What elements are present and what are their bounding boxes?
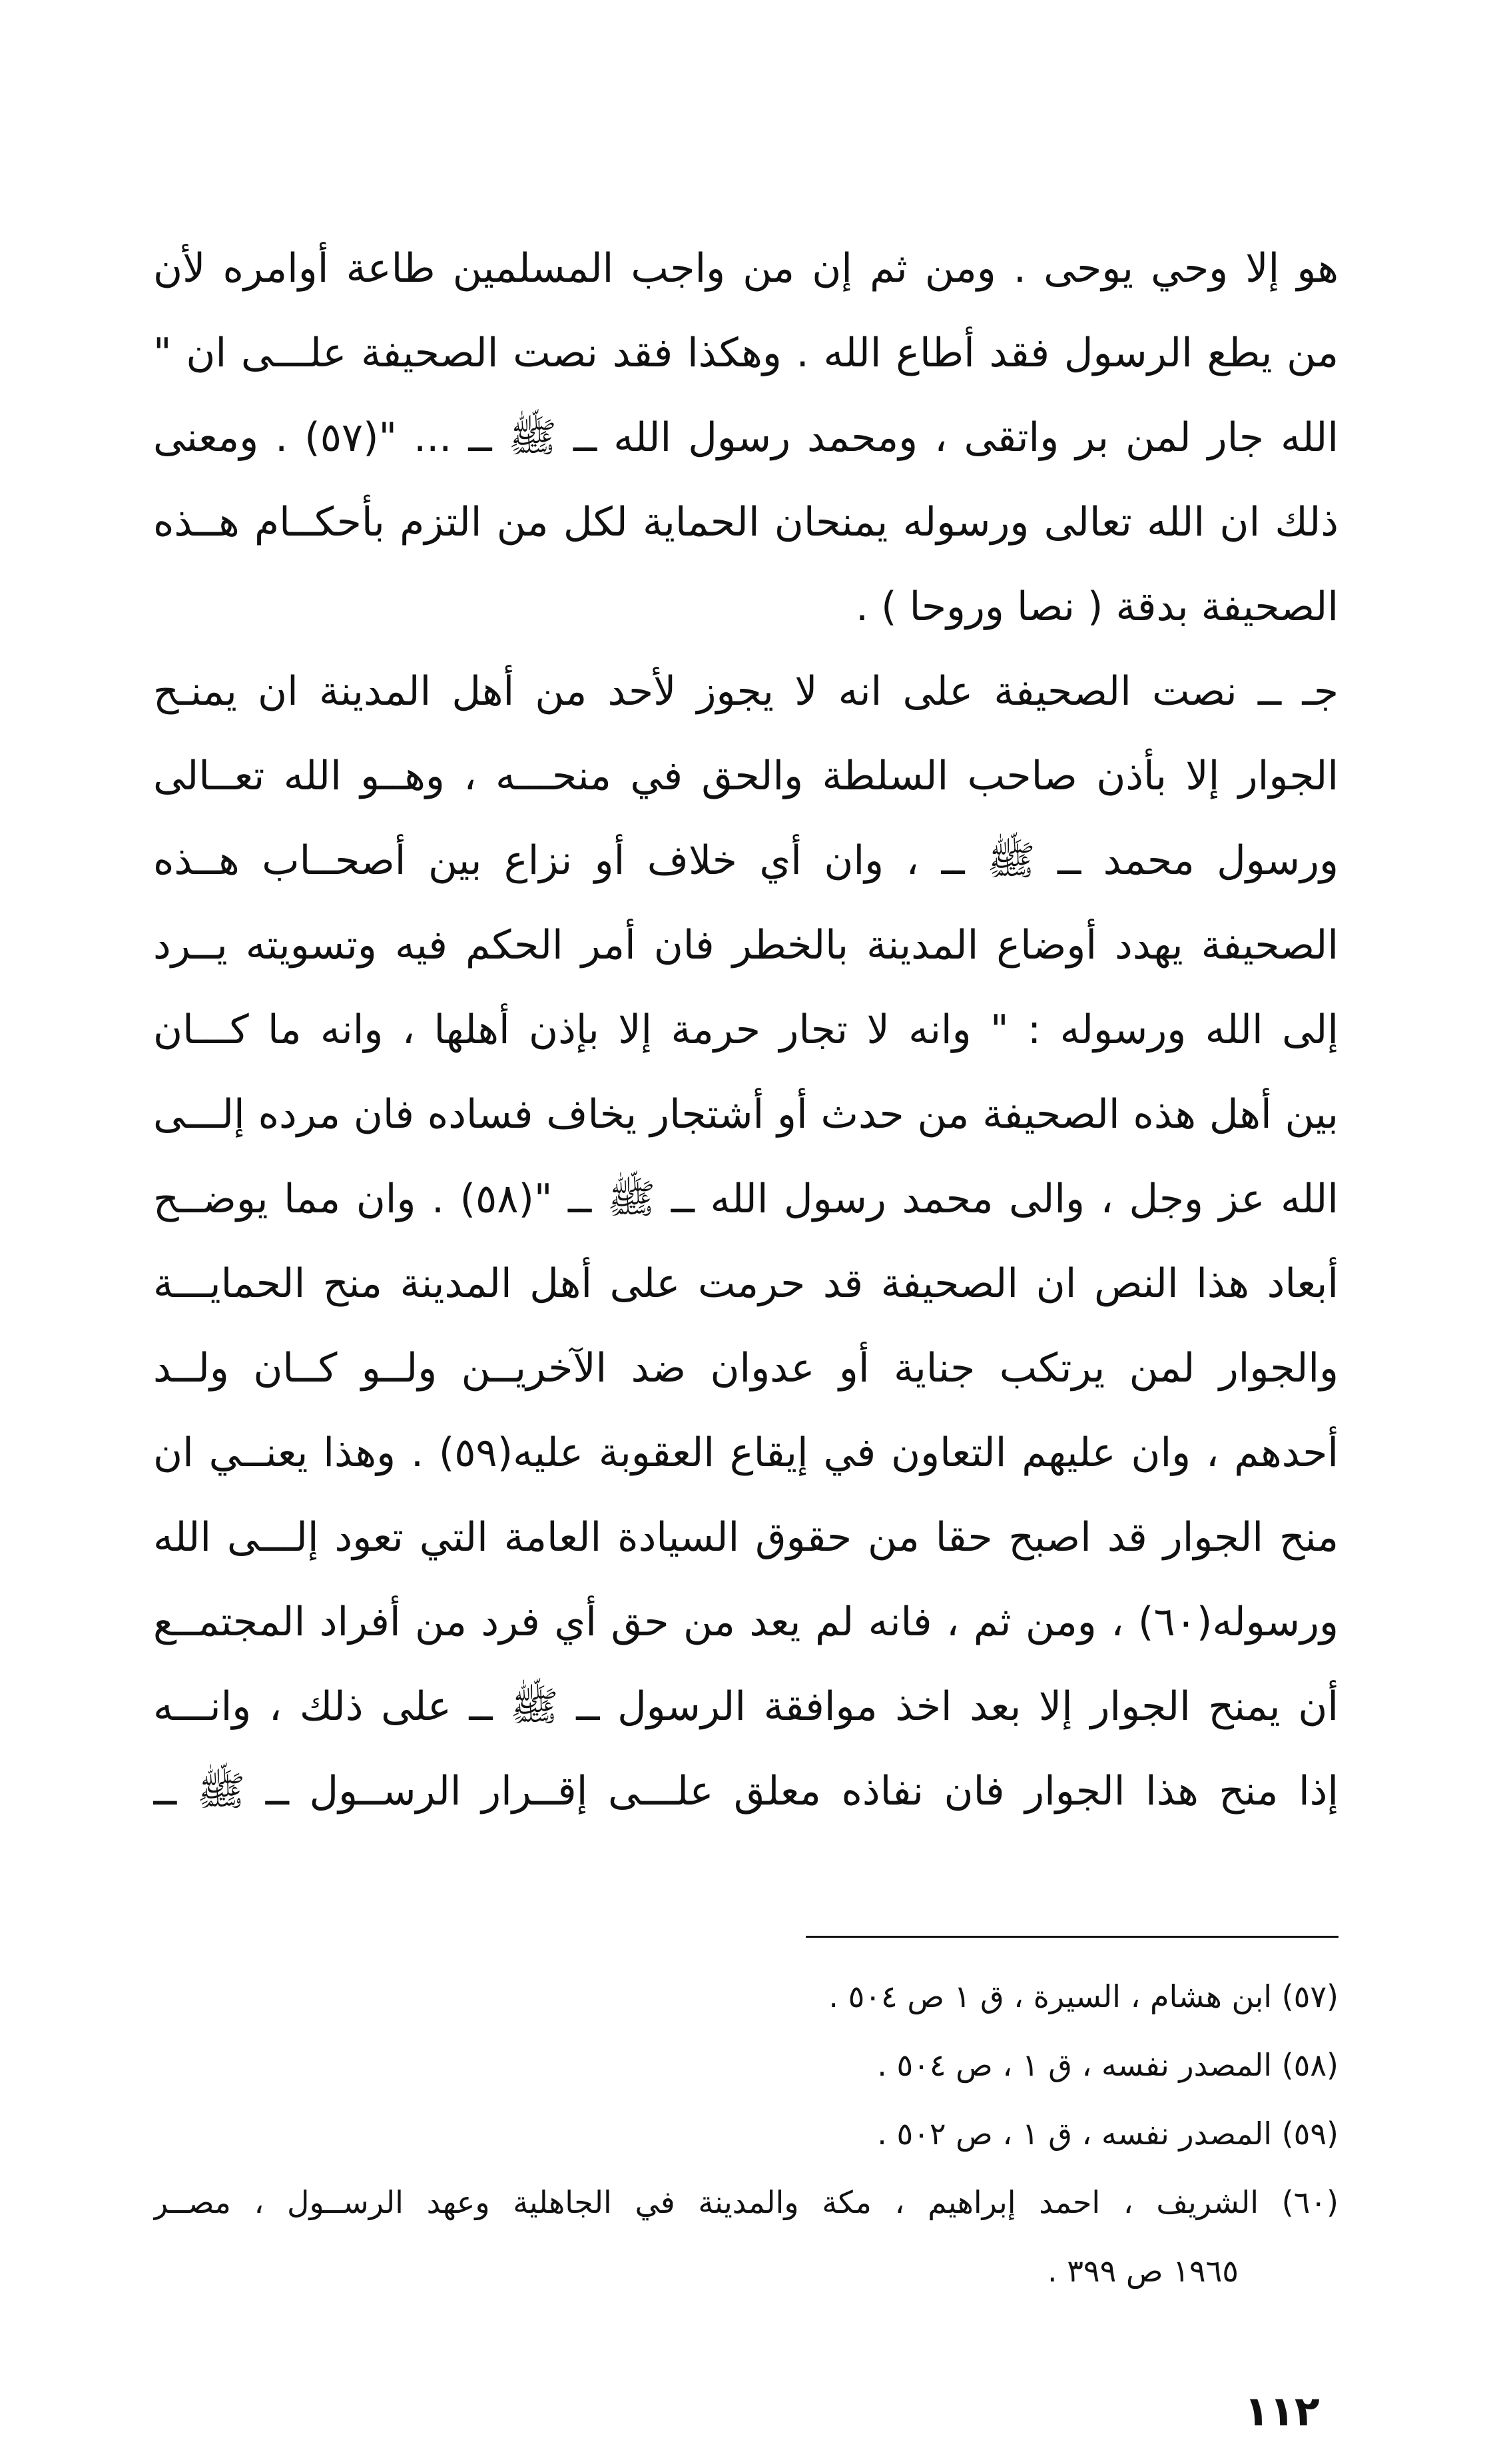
body-line: منح الجوار قد اصبح حقا من حقوق السيادة العامة التي تعود إلـــى الله	[153, 1514, 1339, 1561]
body-line: ذلك ان الله تعالى ورسوله يمنحان الحماية لكل من التزم بأحكــام هــذه	[153, 499, 1339, 546]
footnotes	[153, 1962, 1339, 2305]
body-line: هو إلا وحي يوحى . ومن ثم إن من واجب المسلمين طاعة أوامره لأن	[153, 245, 1339, 292]
body-line: والجوار لمن يرتكب جناية أو عدوان ضد الآخريــن ولــو كــان ولــد	[153, 1345, 1339, 1392]
body-line: إلى الله ورسوله : " وانه لا تجار حرمة إلا بإذن أهلها ، وانه ما كـــان	[153, 1007, 1339, 1053]
body-line: جـ ــ نصت الصحيفة على انه لا يجوز لأحد من أهل المدينة ان يمنـح	[153, 668, 1339, 715]
body-line: الله جار لمن بر واتقى ، ومحمد رسول الله ــ ﷺ ــ ... "(٥٧) . ومعنى	[153, 414, 1339, 461]
body-text	[153, 226, 1339, 1834]
footnote-separator	[806, 1936, 1339, 1938]
body-line: من يطع الرسول فقد أطاع الله . وهكذا فقد نصت الصحيفة علـــى ان "	[153, 330, 1339, 376]
footnote: (٦٠) الشريف ، احمد إبراهيم ، مكة والمدينة في الجاهلية وعهد الرســول ، مصــر	[153, 2184, 1339, 2220]
body-line: الجوار إلا بأذن صاحب السلطة والحق في منحـــه ، وهــو الله تعــالى	[153, 753, 1339, 799]
body-line: ورسول محمد ــ ﷺ ــ ، وان أي خلاف أو نزاع بين أصحــاب هــذه	[153, 837, 1339, 884]
page-number: ١١٢	[1244, 2387, 1320, 2435]
body-line: الصحيفة بدقة ( نصا وروحا ) .	[855, 584, 1339, 630]
body-line: أن يمنح الجوار إلا بعد اخذ موافقة الرسول ــ ﷺ ــ على ذلك ، وانـــه	[153, 1683, 1339, 1730]
footnote-continuation: ١٩٦٥ ص ٣٩٩ .	[1047, 2253, 1239, 2289]
footnote: (٥٨) المصدر نفسه ، ق ١ ، ص ٥٠٤ .	[877, 2047, 1339, 2083]
body-line: ورسوله(٦٠) ، ومن ثم ، فانه لم يعد من حق أي فرد من أفراد المجتمــع	[153, 1599, 1339, 1645]
body-line: بين أهل هذه الصحيفة من حدث أو أشتجار يخاف فساده فان مرده إلـــى	[153, 1091, 1339, 1138]
footnote: (٥٩) المصدر نفسه ، ق ١ ، ص ٥٠٢ .	[877, 2116, 1339, 2152]
footnote: (٥٧) ابن هشام ، السيرة ، ق ١ ص ٥٠٤ .	[828, 1978, 1339, 2014]
body-line: أبعاد هذا النص ان الصحيفة قد حرمت على أهل المدينة منح الحمايـــة	[153, 1260, 1339, 1307]
body-line: إذا منح هذا الجوار فان نفاذه معلق علـــى إقــرار الرســول ــ ﷺ ــ	[153, 1768, 1339, 1815]
body-line: الله عز وجل ، والى محمد رسول الله ــ ﷺ ــ "(٥٨) . وان مما يوضــح	[153, 1176, 1339, 1222]
body-line: أحدهم ، وان عليهم التعاون في إيقاع العقوبة عليه(٥٩) . وهذا يعنــي ان	[153, 1430, 1339, 1476]
body-line: الصحيفة يهدد أوضاع المدينة بالخطر فان أمر الحكم فيه وتسويته يــرد	[153, 922, 1339, 969]
